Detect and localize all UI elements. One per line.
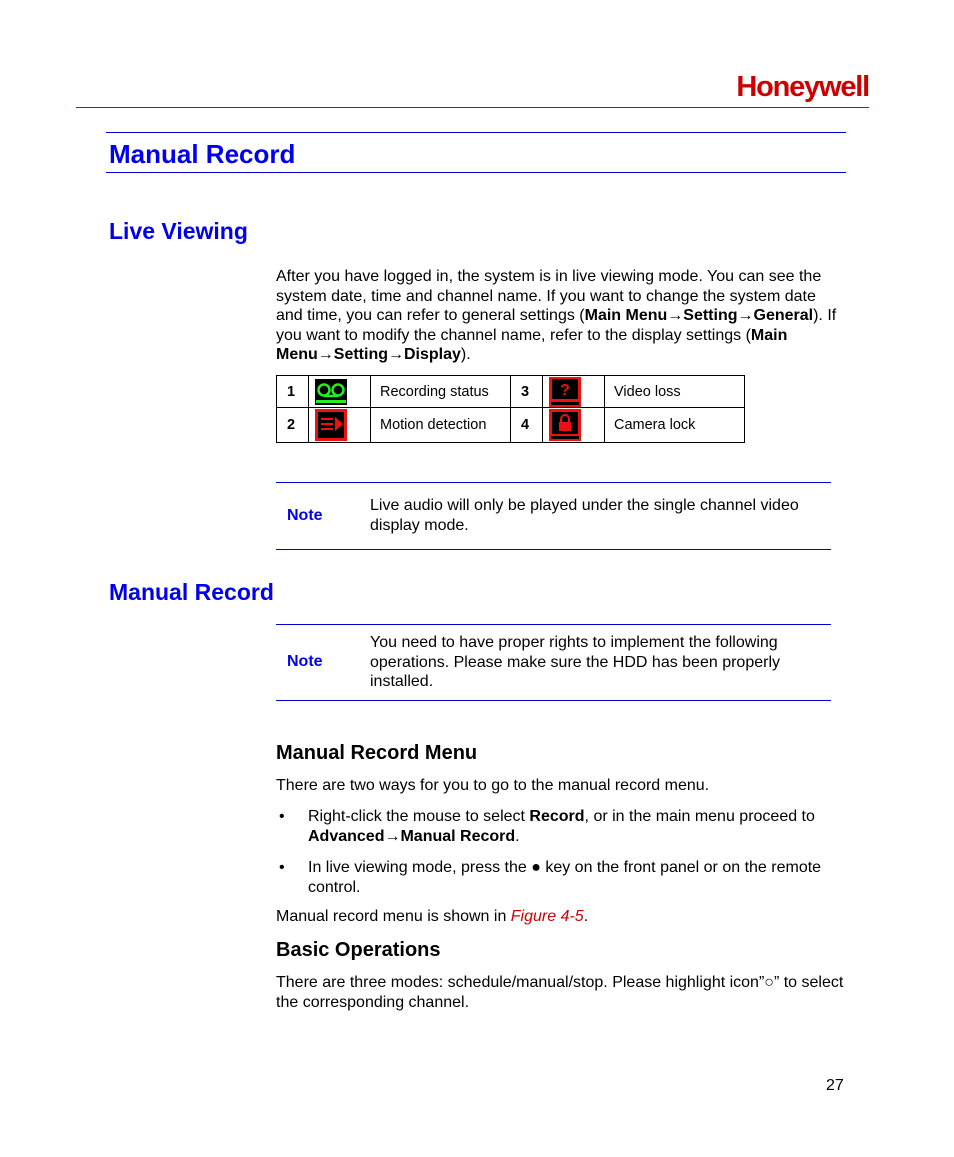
note-text: You need to have proper rights to implement the following operations. Please make sure the HDD has been properly installed. [370,634,780,691]
chapter-top-rule [106,132,846,133]
honeywell-logo [721,68,871,104]
svg-text:?: ? [560,381,570,399]
bullet-item [276,858,846,898]
video-loss-icon [549,377,581,407]
bullet-dot: • [279,808,285,825]
note-rights [276,624,831,701]
note-label: Note [287,653,323,670]
camera-lock-icon [549,409,581,441]
figure-reference-line: Manual record menu is shown in Figure 4-5. [276,908,589,925]
figure-link[interactable]: Figure 4-5 [510,908,584,925]
table-num: 3 [511,376,543,408]
manual-record-menu-intro: There are two ways for you to go to the manual record menu. [276,777,710,794]
table-num: 2 [277,408,309,443]
page-number: 27 [826,1077,844,1094]
table-desc: Recording status [371,376,511,408]
chapter-bottom-rule [106,172,846,173]
basic-operations-heading: Basic Operations [276,939,441,961]
table-desc: Motion detection [371,408,511,443]
bullet-dot: • [279,859,285,876]
manual-record-heading: Manual Record [109,579,274,605]
manual-record-menu-heading: Manual Record Menu [276,742,478,764]
recording-status-icon [315,379,347,405]
brand-text: Honeywell [736,71,869,103]
status-icon-table [276,375,745,443]
note-label: Note [287,507,323,524]
bullet-text: In live viewing mode, press the ● key on the front panel or on the remote control. [308,859,822,896]
chapter-title: Manual Record [109,139,296,169]
note-live-audio [276,482,831,550]
motion-detection-icon [315,409,347,441]
basic-operations-text: There are three modes: schedule/manual/stop. Please highlight icon”○” to select the corresponding channel. [276,974,844,1011]
table-desc: Camera lock [605,408,745,443]
note-text: Live audio will only be played under the single channel video display mode. [370,497,799,534]
table-num: 4 [511,408,543,443]
live-viewing-heading: Live Viewing [109,218,248,244]
table-num: 1 [277,376,309,408]
live-viewing-paragraph: After you have logged in, the system is in live viewing mode. You can see the system date, time and channel name. If you want to change the system date and time, you can refer to general settings (Main Menu→Setting→General). If you want to modify the channel name, refer to the display settings (Main Menu→Setting→Display). [276,268,837,364]
bullet-text: Right-click the mouse to select Record, or in the main menu proceed to Advanced→Manual Record. [308,808,815,845]
bullet-item [276,807,846,847]
table-desc: Video loss [605,376,745,408]
header-rule [76,107,869,108]
